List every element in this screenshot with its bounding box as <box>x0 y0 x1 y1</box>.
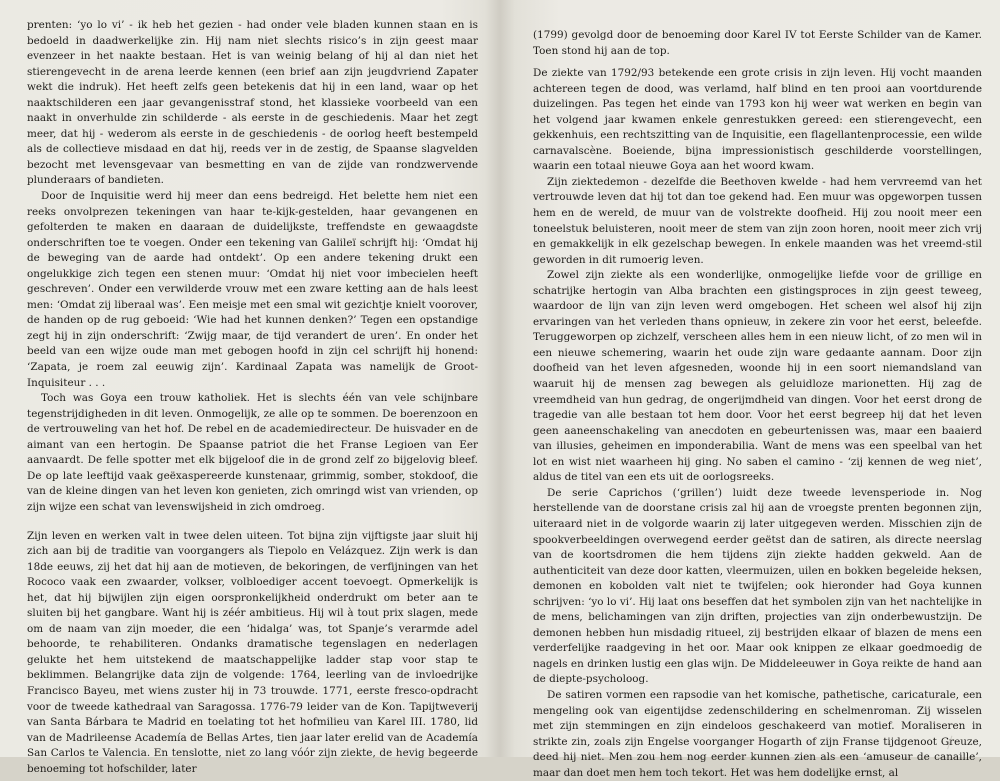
right-page-text <box>533 28 982 781</box>
paragraph: Door de Inquisitie werd hij meer dan eens bedreigd. Het belette hem niet een reeks onvolprezen tekeningen van haar te-kijk-gestelden, haar gevangenen en gefolterden te maken en daaraan de duidelijkste, treffendste en gewaagdste onderschriften toe te voegen. Onder een tekening van Galileï schrijft hij: ‘Omdat hij de beweging van de aarde had ontdekt’. Op een andere tekening drukt een ongelukkige zich tegen een stenen muur: ‘Omdat hij niet voor imbecielen heeft geschreven’. Onder een verwilderde vrouw met een zware ketting aan de hals leest men: ‘Omdat zij liberaal was’. Een meisje met een smal wit gezichtje knielt voorover, de handen op de rug geboeid: ‘Wie had het kunnen denken?’ Tegen een opstandige zegt hij in zijn onderschrift: ‘Zwijg maar, de tijd verandert de uren’. En onder het beeld van een wijze oude man met gebogen hoofd in zijn cel schrijft hij honend: ‘Zapata, je roem zal eeuwig zijn’. Kardinaal Zapata was namelijk de Groot-Inquisiteur . . . <box>27 190 478 389</box>
right-page <box>500 0 1000 779</box>
paragraph: Zijn ziektedemon - dezelfde die Beethoven kwelde - had hem vervreemd van het vertrouwde leven dat hij tot dan toe gekend had. Een muur was opgeworpen tussen hem en de wereld, de muur van de volstrekte doofheid. Hij zou nooit meer een toneelstuk beluisteren, nooit meer de stem van zijn zoon horen, nooit meer zich vrij en gemakkelijk in elk gezelschap bewegen. In enkele maanden was het vreemd-stil geworden in dit rumoerig leven. <box>533 175 982 266</box>
paragraph: prenten: ‘yo lo vi’ - ik heb het gezien - had onder vele bladen kunnen staan en is bedoeld in daadwerkelijke zin. Hij nam niet slechts risico’s in zijn geest maar evenzeer in het naakte bestaan. Het is van weinig belang of hij al dan niet het stierengevecht in de arena leerde kennen (een brief aan zijn jeugdvriend Zapater wekt die indruk). Het heeft zelfs geen betekenis dat hij in een land, waar op het naaktschilderen een jaar gevangenisstraf stond, het klassieke voorbeeld van een naakt in onverhulde zin schilderde - als eerste in de geschiedenis. Maar het zegt meer, dat hij - wederom als eerste in de geschiedenis - de oorlog heeft bestempeld als de collectieve misdaad en dat hij, reeds ver in de zestig, de Spaanse slagvelden bezocht met levensgevaar van besmetting en van de zijde van rondzwervende plunderaars of bandieten. <box>27 19 478 187</box>
paragraph: Toch was Goya een trouw katholiek. Het is slechts één van vele schijnbare tegenstrijdigheden in dit leven. Onmogelijk, ze alle op te sommen. De boerenzoon en de vertrouweling van het hof. De rebel en de academiedirecteur. De huisvader en de aimant van een hertogin. De Spaanse patriot die het Franse Legioen van Eer aanvaardt. De felle spotter met elk bijgeloof die in de grond zelf zo bijgelovig bleef. De op late leeftijd vaak geëxaspereerde kunstenaar, grimmig, somber, stokdoof, die van de kleine dingen van het leven kon genieten, zich omringd wist van vrienden, op zijn wijze een schat van levenswijsheid in zich omdroeg. <box>27 392 478 513</box>
paragraph: De serie Caprichos (‘grillen’) luidt deze tweede levensperiode in. Nog herstellende van de doorstane crisis zal hij aan de vroegste prenten begonnen zijn, uiteraard niet in de volgorde waarin zij later uitgegeven werden. Misschien zijn de spookverbeeldingen overwegend eerder geëtst dan de satiren, als directe neerslag van de koortsdromen die hem tijdens zijn ziekte hadden gekweld. Aan de authenticiteit van deze door katten, vleermuizen, uilen en bokken begeleide heksen, demonen en kobolden valt niet te twijfelen; ook hieronder had Goya kunnen schrijven: ‘yo lo vi’. Hij laat ons beseffen dat het symbolen zijn van het nachtelijke in de mens, belichamingen van zijn driften, projecties van zijn onderbewustzijn. De demonen hebben hun misdadig ritueel, zij bestrijden elkaar of blazen de mens een verderfelijke raadgeving in het oor. Maar ook knippen ze elkaar goedmoedig de nagels en drinken lustig een glas wijn. De Middeleeuwer in Goya reikte de hand aan de diepte-psycholoog. <box>533 486 982 686</box>
paragraph: Zijn leven en werken valt in twee delen uiteen. Tot bijna zijn vijftigste jaar sluit hij zich aan bij de traditie van voorgangers als Tiepolo en Velázquez. Zijn werk is dan 18de eeuws, zij het dat hij aan de motieven, de bekoringen, de verfijningen van het Rococo vaak een zwaarder, volkser, volbloediger accent toevoegt. Opmerkelijk is het, dat hij bijwijlen zijn eigen oorspronkelijkheid onderdrukt om beter aan te sluiten bij het gangbare. Want hij is zéér ambitieus. Hij wil à tout prix slagen, mede om de naam van zijn moeder, die een ‘hidalga’ was, tot Spanje’s verarmde adel behoorde, te rehabiliteren. Ondanks dramatische tegenslagen en nederlagen gelukte het hem uitstekend de maatschappelijke ladder stap voor stap te beklimmen. Belangrijke data zijn de volgende: 1764, leerling van de invloedrijke Francisco Bayeu, met wiens zuster hij in 73 trouwde. 1771, eerste fresco-opdracht voor de tweede kathedraal van Saragossa. 1776-79 leider van de Kon. Tapijtweverij van Santa Bárbara te Madrid en toelating tot het hofmilieu van Karel III. 1780, lid van de Madrileense Academía de Bellas Artes, tien jaar later erelid van de Academía San Carlos te Valencia. En tenslotte, niet zo lang vóór zijn ziekte, de hevig begeerde benoeming tot hofschilder, later <box>27 529 478 775</box>
paragraph: Zowel zijn ziekte als een wonderlijke, onmogelijke liefde voor de grillige en schatrijke hertogin van Alba brachten een gistingsproces in zijn geest teweeg, waardoor de lijn van zijn leven werd omgebogen. Het scheen wel alsof hij zijn ervaringen van het verleden thans opnieuw, in zekere zin voor het eerst, beleefde. Teruggeworpen op zichzelf, verscheen alles hem in een nieuw licht, of zo men wil in een nieuwe schemering, waarin het oude zijn ware gedaante aannam. Door zijn doofheid van het leven afgesneden, woonde hij in een soort niemandsland van waaruit hij de mensen zag bewegen als geluidloze marionetten. Hij zag de vreemdheid van hun gedrag, de ongerijmdheid van dingen. Voor het eerst drong de tragedie van alle bestaan tot hem door. Voor het eerst begreep hij dat het leven geen aaneenschakeling van anecdoten en gebeurtenissen was, maar een baaierd van illusies, geheimen en imponderabilia. Want de mens was een speelbal van het lot en wist niet waarheen hij ging. No saben el camino - ‘zij kennen de weg niet’, aldus de titel van een ets uit de oorlogsreeks. <box>533 269 982 484</box>
paragraph: (1799) gevolgd door de benoeming door Karel IV tot Eerste Schilder van de Kamer. Toen stond hij aan de top. <box>533 29 982 57</box>
left-page-text <box>27 18 478 777</box>
paragraph: De satiren vormen een rapsodie van het komische, pathetische, caricaturale, een mengeling ook van eigentijdse zedenschildering en schelmenroman. Zij wisselen met zijn stemmingen en zijn eindeloos geschakeerd van motief. Moraliseren in strikte zin, zoals zijn Engelse voorganger Hogarth of zijn Franse tijdgenoot Greuze, deed hij niet. Men zou hem nog eerder kunnen zien als een ‘amuseur de canaille’, maar dan doet men hem toch tekort. Het was hem dodelijke ernst, al <box>533 688 982 779</box>
paragraph: De ziekte van 1792/93 betekende een grote crisis in zijn leven. Hij vocht maanden achtereen tegen de dood, was verlamd, half blind en ten prooi aan voortdurende duizelingen. Pas tegen het einde van 1793 kon hij weer wat werken en begin van het volgend jaar kwamen enkele genrestukken gereed: een stierengevecht, een gekkenhuis, een rechtszitting van de Inquisitie, een flagellantenprocessie, een wilde carnavalscène. Boeiende, bijna impressionistisch geschilderde voorstellingen, waarin een totaal nieuwe Goya aan het woord kwam. <box>533 67 982 173</box>
left-page <box>0 0 500 775</box>
